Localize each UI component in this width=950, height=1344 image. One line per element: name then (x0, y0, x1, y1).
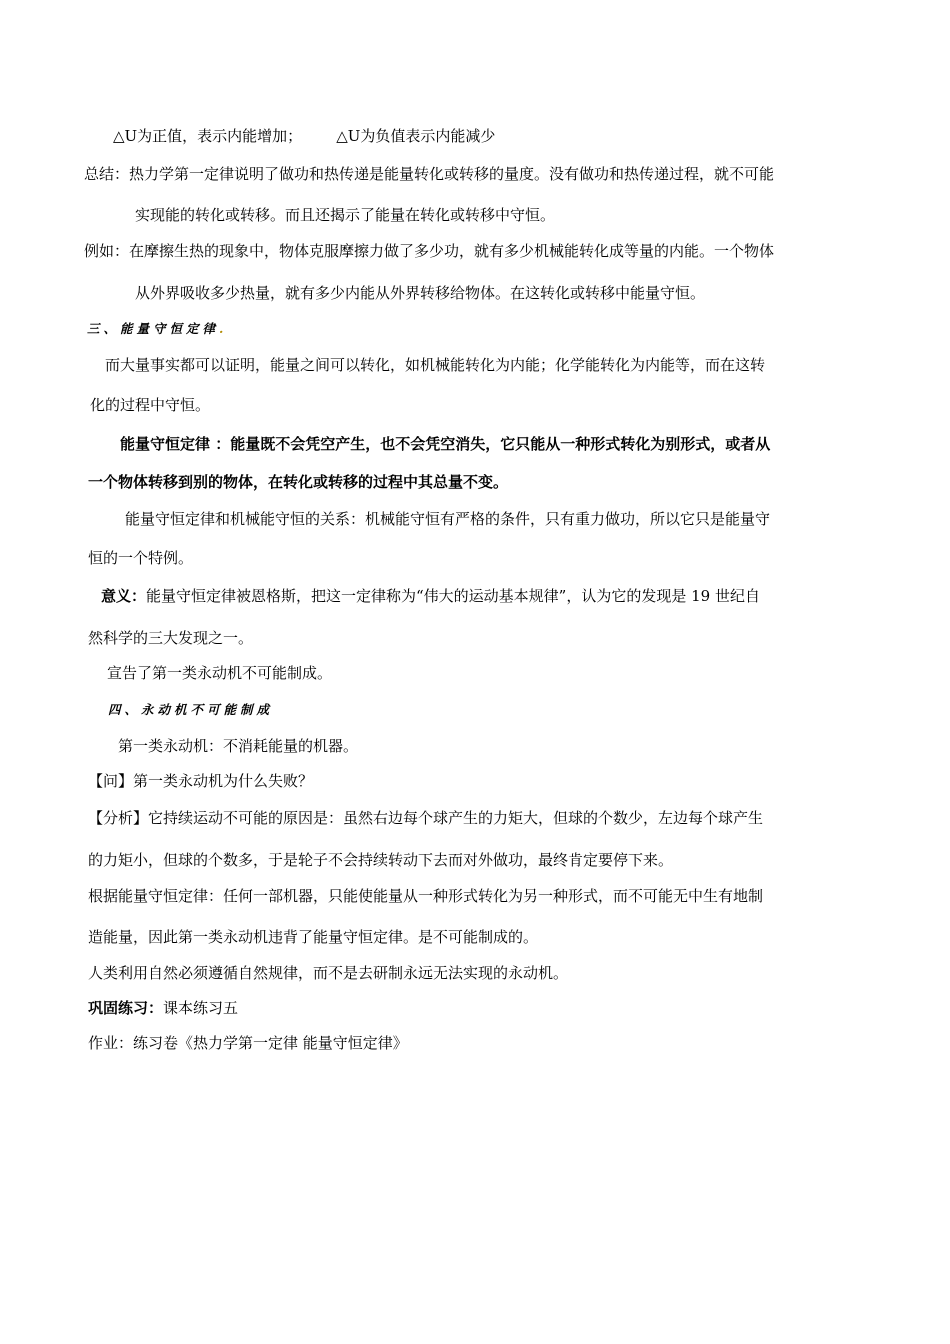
example-line-2: 从外界吸收多少热量，就有多少内能从外界转移给物体。在这转化或转移中能量守恒。 (135, 284, 706, 302)
section-heading-4: 四、永动机不可能制成 (108, 702, 274, 717)
human-line: 人类利用自然必须遵循自然规律，而不是去研制永远无法实现的永动机。 (88, 964, 569, 982)
section-heading-3-text: 三、能量守恒定律 (87, 321, 220, 336)
example-label: 例如： (84, 242, 130, 260)
summary-line-1 (84, 164, 774, 184)
delta-u-negative: △U为负值表示内能减少 (336, 127, 496, 145)
meaning-line-1 (101, 586, 760, 606)
meaning-text-1: 能量守恒定律被恩格斯，把这一定律称为“伟大的运动基本规律”，认为它的发现是 19 世纪自 (146, 587, 760, 605)
basis-line-2: 造能量，因此第一类永动机违背了能量守恒定律。是不可能制成的。 (88, 928, 539, 946)
paragraph-1-line-1: 而大量事实都可以证明，能量之间可以转化，如机械能转化为内能；化学能转化为内能等，而在这转 (105, 356, 766, 374)
summary-label: 总结： (84, 165, 130, 183)
meaning-label: 意义： (101, 587, 147, 605)
example-line-1 (84, 241, 774, 261)
law-statement-line-2: 一个物体转移到别的物体，在转化或转移的过程中其总量不变。 (88, 473, 509, 491)
question-line: 【问】第一类永动机为什么失败？ (88, 772, 314, 790)
law-statement-line-1: 能量守恒定律 ：能量既不会凭空产生，也不会凭空消失，它只能从一种形式转化为别形式，或者从 (120, 435, 771, 453)
practice-line (88, 998, 238, 1018)
delta-u-line (113, 126, 495, 146)
paragraph-1-line-2: 化的过程中守恒。 (90, 396, 211, 414)
perpetual-definition: 第一类永动机：不消耗能量的机器。 (118, 737, 359, 755)
analysis-line-2: 的力矩小，但球的个数多，于是轮子不会持续转动下去而对外做功，最终肯定要停下来。 (88, 851, 674, 869)
delta-u-positive: △U为正值，表示内能增加； (113, 127, 303, 145)
relation-line-2: 恒的一个特例。 (88, 549, 194, 567)
practice-text: 课本练习五 (163, 999, 239, 1017)
practice-label: 巩固练习： (88, 999, 164, 1017)
declare-line: 宣告了第一类永动机不可能制成。 (107, 664, 333, 682)
basis-line-1: 根据能量守恒定律：任何一部机器，只能使能量从一种形式转化为另一种形式，而不可能无中生有地制 (88, 887, 764, 905)
analysis-line-1: 【分析】它持续运动不可能的原因是：虽然右边每个球产生的力矩大，但球的个数少，左边每个球产生 (88, 809, 764, 827)
section-heading-3 (87, 319, 227, 339)
summary-text-1: 热力学第一定律说明了做功和热传递是能量转化或转移的量度。没有做功和热传递过程，就不可能 (129, 165, 775, 183)
example-text-1: 在摩擦生热的现象中，物体克服摩擦力做了多少功，就有多少机械能转化成等量的内能。一个物体 (129, 242, 775, 260)
meaning-line-2: 然科学的三大发现之一。 (88, 629, 254, 647)
summary-line-2: 实现能的转化或转移。而且还揭示了能量在转化或转移中守恒。 (135, 206, 556, 224)
heading-dot: . (219, 321, 228, 336)
relation-line-1: 能量守恒定律和机械能守恒的关系：机械能守恒有严格的条件，只有重力做功，所以它只是能量守 (125, 510, 771, 528)
homework-line: 作业：练习卷《热力学第一定律 能量守恒定律》 (88, 1034, 408, 1052)
